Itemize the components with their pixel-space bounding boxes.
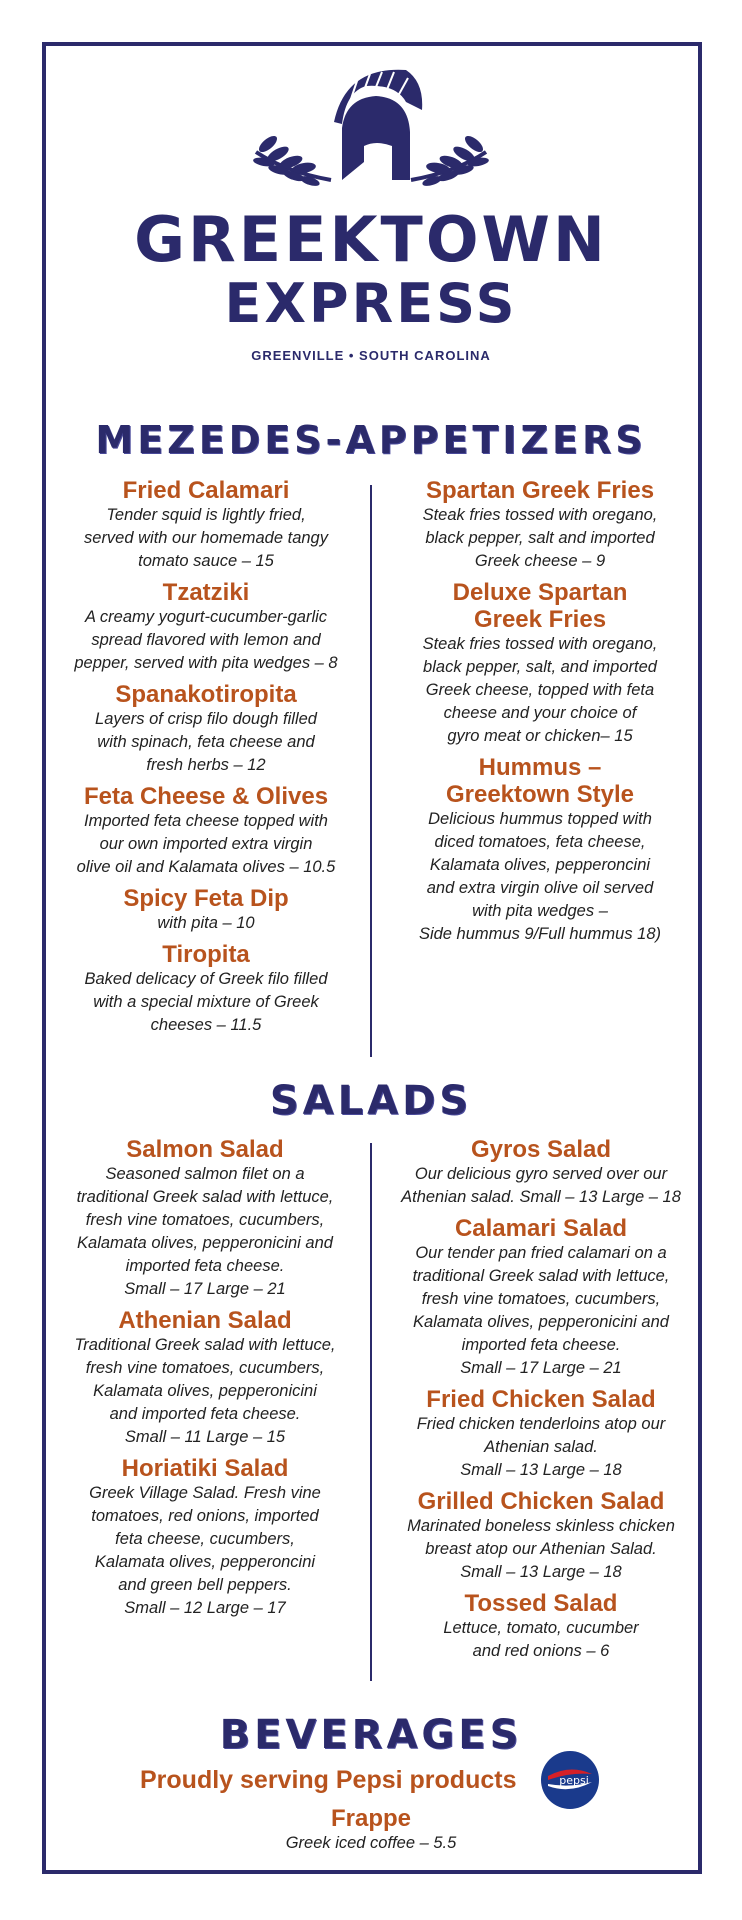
item-description: Traditional Greek salad with lettuce, fresh vine tomatoes, cucumbers, Kalamata olives, pepperonicini and imported feta cheese. Small – 11 Large – 15 [74, 1336, 336, 1446]
pepsi-wordmark: pepsi [559, 1774, 589, 1787]
menu-item [56, 885, 356, 935]
salads-heading: SALADS [269, 1078, 473, 1124]
menu-item [382, 1215, 700, 1380]
item-description: Steak fries tossed with oregano, black pepper, salt, and imported Greek cheese, topped with feta cheese and your choice of gyro meat or chicken– 15 [422, 635, 658, 745]
item-name: Tzatziki [162, 579, 250, 606]
item-name: Grilled Chicken Salad [417, 1488, 665, 1515]
item-description: Fried chicken tenderloins atop our Athenian salad. Small – 13 Large – 18 [416, 1415, 666, 1479]
item-name: Gyros Salad [470, 1136, 612, 1163]
beverages-heading: BEVERAGES [219, 1712, 523, 1758]
column-divider [370, 1143, 372, 1681]
item-description: Greek Village Salad. Fresh vine tomatoes, red onions, imported feta cheese, cucumbers, Kalamata olives, pepperoncini and green bell peppers. Small – 12 Large – 17 [89, 1484, 321, 1617]
menu-item [56, 681, 356, 777]
brand-name-line1: GREEKTOWN [134, 203, 608, 276]
item-name: Spanakotiropita [115, 681, 297, 708]
pepsi-tagline: Proudly serving Pepsi products [140, 1766, 517, 1794]
menu-item [382, 1488, 700, 1584]
item-name: Tiropita [162, 941, 250, 968]
item-description: with pita – 10 [157, 914, 255, 932]
item-description: Seasoned salmon filet on a traditional Greek salad with lettuce, fresh vine tomatoes, cucumbers, Kalamata olives, pepperonicini and imported feta cheese. Small – 17 Large – 21 [76, 1165, 334, 1298]
menu-item [385, 579, 695, 748]
item-description: Tender squid is lightly fried, served with our homemade tangy tomato sauce – 15 [84, 506, 328, 570]
item-name: Calamari Salad [454, 1215, 628, 1242]
brand-name-line2: EXPRESS [224, 272, 518, 335]
brand-location: GREENVILLE • SOUTH CAROLINA [251, 348, 491, 363]
item-name: Hummus – Greektown Style [445, 754, 635, 808]
appetizers-right-column [385, 477, 695, 952]
item-name: Deluxe Spartan Greek Fries [452, 579, 628, 633]
appetizers-left-column [56, 477, 356, 1043]
item-name: Spicy Feta Dip [123, 885, 289, 912]
salads-left-column [50, 1136, 360, 1626]
appetizers-heading: MEZEDES-APPETIZERS [95, 418, 647, 462]
menu-item [56, 579, 356, 675]
item-description: Marinated boneless skinless chicken breast atop our Athenian Salad. Small – 13 Large – 18 [407, 1517, 675, 1581]
item-description: Layers of crisp filo dough filled with spinach, feta cheese and fresh herbs – 12 [95, 710, 317, 774]
item-description: Steak fries tossed with oregano, black pepper, salt and imported Greek cheese – 9 [422, 506, 658, 570]
item-name: Fried Chicken Salad [426, 1386, 656, 1413]
menu-item [56, 941, 356, 1037]
logo [0, 62, 742, 363]
item-description: Our delicious gyro served over our Athenian salad. Small – 13 Large – 18 [401, 1165, 681, 1206]
item-description: Imported feta cheese topped with our own imported extra virgin olive oil and Kalamata olives – 10.5 [76, 812, 336, 876]
item-description: A creamy yogurt-cucumber-garlic spread flavored with lemon and pepper, served with pita wedges – 8 [74, 608, 338, 672]
menu-item [382, 1590, 700, 1663]
item-description: Greek iced coffee – 5.5 [285, 1834, 457, 1852]
item-name: Frappe [330, 1805, 411, 1832]
menu-item [56, 477, 356, 573]
menu-item [50, 1455, 360, 1620]
menu-item [385, 754, 695, 946]
item-name: Athenian Salad [118, 1307, 292, 1334]
item-description: Baked delicacy of Greek filo filled with a special mixture of Greek cheeses – 11.5 [84, 970, 328, 1034]
item-name: Feta Cheese & Olives [83, 783, 329, 810]
beverage-item [0, 1805, 742, 1855]
item-name: Fried Calamari [122, 477, 290, 504]
column-divider [370, 485, 372, 1057]
menu-item [385, 477, 695, 573]
menu-item [50, 1307, 360, 1449]
salads-right-column [382, 1136, 700, 1669]
item-name: Horiatiki Salad [121, 1455, 289, 1482]
item-description: Lettuce, tomato, cucumber and red onions – 6 [443, 1619, 639, 1660]
menu-item [50, 1136, 360, 1301]
menu-item [56, 783, 356, 879]
menu-item [382, 1386, 700, 1482]
pepsi-logo-icon [540, 1750, 600, 1810]
item-name: Tossed Salad [464, 1590, 618, 1617]
item-name: Salmon Salad [126, 1136, 284, 1163]
item-name: Spartan Greek Fries [425, 477, 655, 504]
spartan-helmet-icon [246, 62, 496, 202]
menu-item [382, 1136, 700, 1209]
item-description: Our tender pan fried calamari on a traditional Greek salad with lettuce, fresh vine tomatoes, cucumbers, Kalamata olives, pepperonicini and imported feta cheese. Small – 17 Large – 21 [412, 1244, 670, 1377]
item-description: Delicious hummus topped with diced tomatoes, feta cheese, Kalamata olives, pepperoncini and extra virgin olive oil served with pita wedges – Side hummus 9/Full hummus 18) [418, 810, 662, 943]
